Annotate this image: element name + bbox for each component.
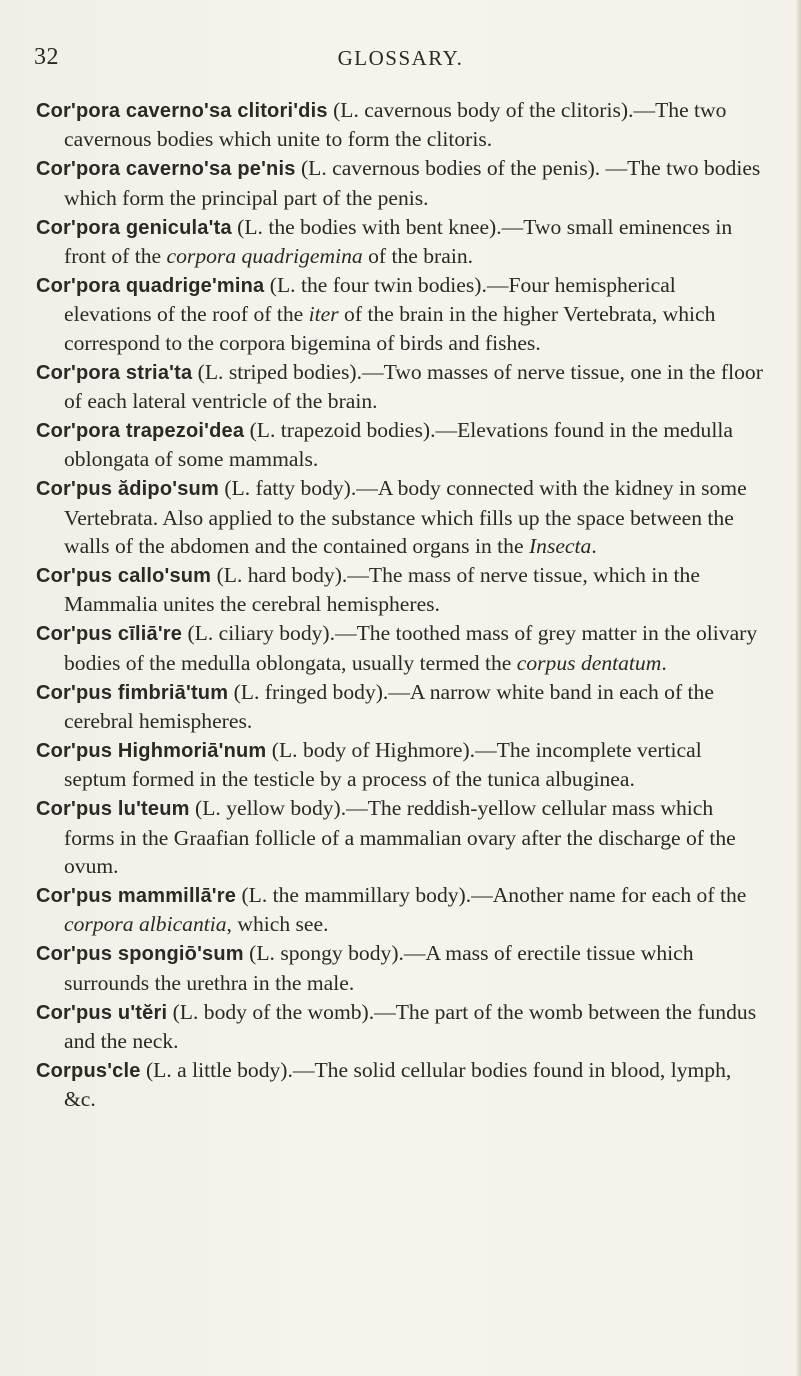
entry-term: Cor'pus ădipo'sum bbox=[36, 478, 219, 501]
entry-term: Cor'pus fimbriā'tum bbox=[36, 681, 229, 704]
entry-definition: (L. hard body).—The mass of nerve tissue, which in the Mammalia unites the cerebral hemispheres. bbox=[64, 563, 700, 617]
entry-term: Cor'pus mammillā're bbox=[36, 884, 237, 907]
entry-definition: (L. spongy body).—A mass of erectile tissue which surrounds the urethra in the male. bbox=[64, 941, 694, 995]
glossary-entry bbox=[36, 619, 766, 677]
entry-definition: (L. body of the womb).—The part of the womb between the fundus and the neck. bbox=[64, 999, 757, 1053]
glossary-entry bbox=[36, 998, 766, 1056]
entry-term: Cor'pora trapezoi'dea bbox=[36, 419, 245, 442]
entry-definition: (L. fringed body).—A narrow white band in each of the cerebral hemispheres. bbox=[64, 679, 714, 734]
glossary-entry bbox=[36, 271, 766, 357]
entry-term: Cor'pora quadrige'mina bbox=[36, 274, 265, 297]
entry-definition: (L. trapezoid bodies).—Elevations found in the medulla oblongata of some mammals. bbox=[64, 417, 733, 472]
glossary-entry bbox=[36, 213, 766, 271]
glossary-entry bbox=[36, 678, 766, 736]
glossary-entry bbox=[36, 416, 766, 474]
entry-definition: (L. cavernous body of the clitoris).—The two cavernous bodies which unite to form the clitoris. bbox=[64, 98, 727, 152]
glossary-entry bbox=[36, 474, 766, 560]
entry-term: Cor'pus callo'sum bbox=[36, 565, 212, 587]
entry-italic-term: corpora quadrigemina bbox=[166, 244, 363, 269]
entry-definition-end: , which see. bbox=[226, 912, 329, 937]
entry-term: Cor'pora caverno'sa pe'nis bbox=[36, 158, 296, 181]
page-header bbox=[34, 44, 767, 74]
page-number: 32 bbox=[34, 44, 59, 70]
entry-term: Cor'pus cīliā're bbox=[36, 623, 183, 646]
entry-term: Cor'pora genicula'ta bbox=[36, 216, 232, 239]
entry-italic-term: Insecta bbox=[528, 534, 592, 559]
entry-definition: (L. the four twin bodies).—Four hemispherical elevations of the roof of the bbox=[64, 272, 676, 327]
entry-term: Cor'pus u'tĕri bbox=[36, 1001, 168, 1024]
entry-term: Cor'pus lu'teum bbox=[36, 798, 190, 821]
entry-definition: (L. cavernous bodies of the penis). —The two bodies which form the principal part of the penis. bbox=[64, 156, 761, 210]
glossary-entry bbox=[36, 736, 766, 794]
entry-term: Cor'pora caverno'sa clitori'dis bbox=[36, 100, 328, 122]
entry-definition: (L. fatty body).—A body connected with the kidney in some Vertebrata. Also applied to the substance which fills up the space between the walls of the abdomen and the contained organs in the bbox=[64, 476, 747, 559]
glossary-entry bbox=[36, 939, 766, 997]
running-head: GLOSSARY. bbox=[337, 46, 464, 70]
glossary-entries bbox=[36, 96, 766, 1114]
glossary-entry bbox=[36, 794, 766, 880]
entry-italic-term: corpus dentatum bbox=[516, 650, 662, 675]
entry-definition-end: . bbox=[591, 534, 597, 559]
entry-italic-term: iter bbox=[308, 302, 339, 327]
entry-definition: (L. the mammillary body).—Another name for each of the bbox=[236, 882, 747, 907]
entry-term: Cor'pora stria'ta bbox=[36, 361, 193, 384]
entry-definition: (L. a little body).—The solid cellular bodies found in blood, lymph, &c. bbox=[64, 1057, 732, 1112]
entry-definition: (L. the bodies with bent knee).—Two small eminences in front of the bbox=[64, 214, 733, 269]
entry-definition: (L. striped bodies).—Two masses of nerve tissue, one in the floor of each lateral ventricle of the brain. bbox=[64, 359, 763, 414]
glossary-entry bbox=[36, 358, 766, 416]
entry-definition: (L. body of Highmore).—The incomplete vertical septum formed in the testicle by a process of the tunica albuginea. bbox=[64, 737, 702, 792]
entry-definition-end: . bbox=[661, 650, 667, 675]
entry-definition-end: of the brain in the higher Vertebrata, which correspond to the corpora bigemina of birds and fishes. bbox=[64, 302, 716, 355]
glossary-entry bbox=[36, 561, 766, 619]
entry-definition: (L. yellow body).—The reddish-yellow cellular mass which forms in the Graafian follicle of a mammalian ovary after the discharge of the ovum. bbox=[64, 796, 736, 879]
entry-term: Cor'pus spongiō'sum bbox=[36, 943, 244, 966]
entry-definition: (L. ciliary body).—The toothed mass of grey matter in the olivary bodies of the medulla oblongata, usually termed the bbox=[64, 621, 758, 675]
glossary-entry bbox=[36, 154, 766, 212]
page-edge-shadow bbox=[795, 0, 801, 1376]
glossary-entry bbox=[36, 1056, 766, 1114]
entry-italic-term: corpora albicantia bbox=[64, 912, 227, 937]
entry-term: Cor'pus Highmoriā'num bbox=[36, 739, 267, 762]
glossary-entry bbox=[36, 96, 766, 154]
entry-term: Corpus'cle bbox=[36, 1059, 141, 1082]
glossary-entry bbox=[36, 881, 766, 939]
entry-definition-end: of the brain. bbox=[362, 244, 474, 269]
